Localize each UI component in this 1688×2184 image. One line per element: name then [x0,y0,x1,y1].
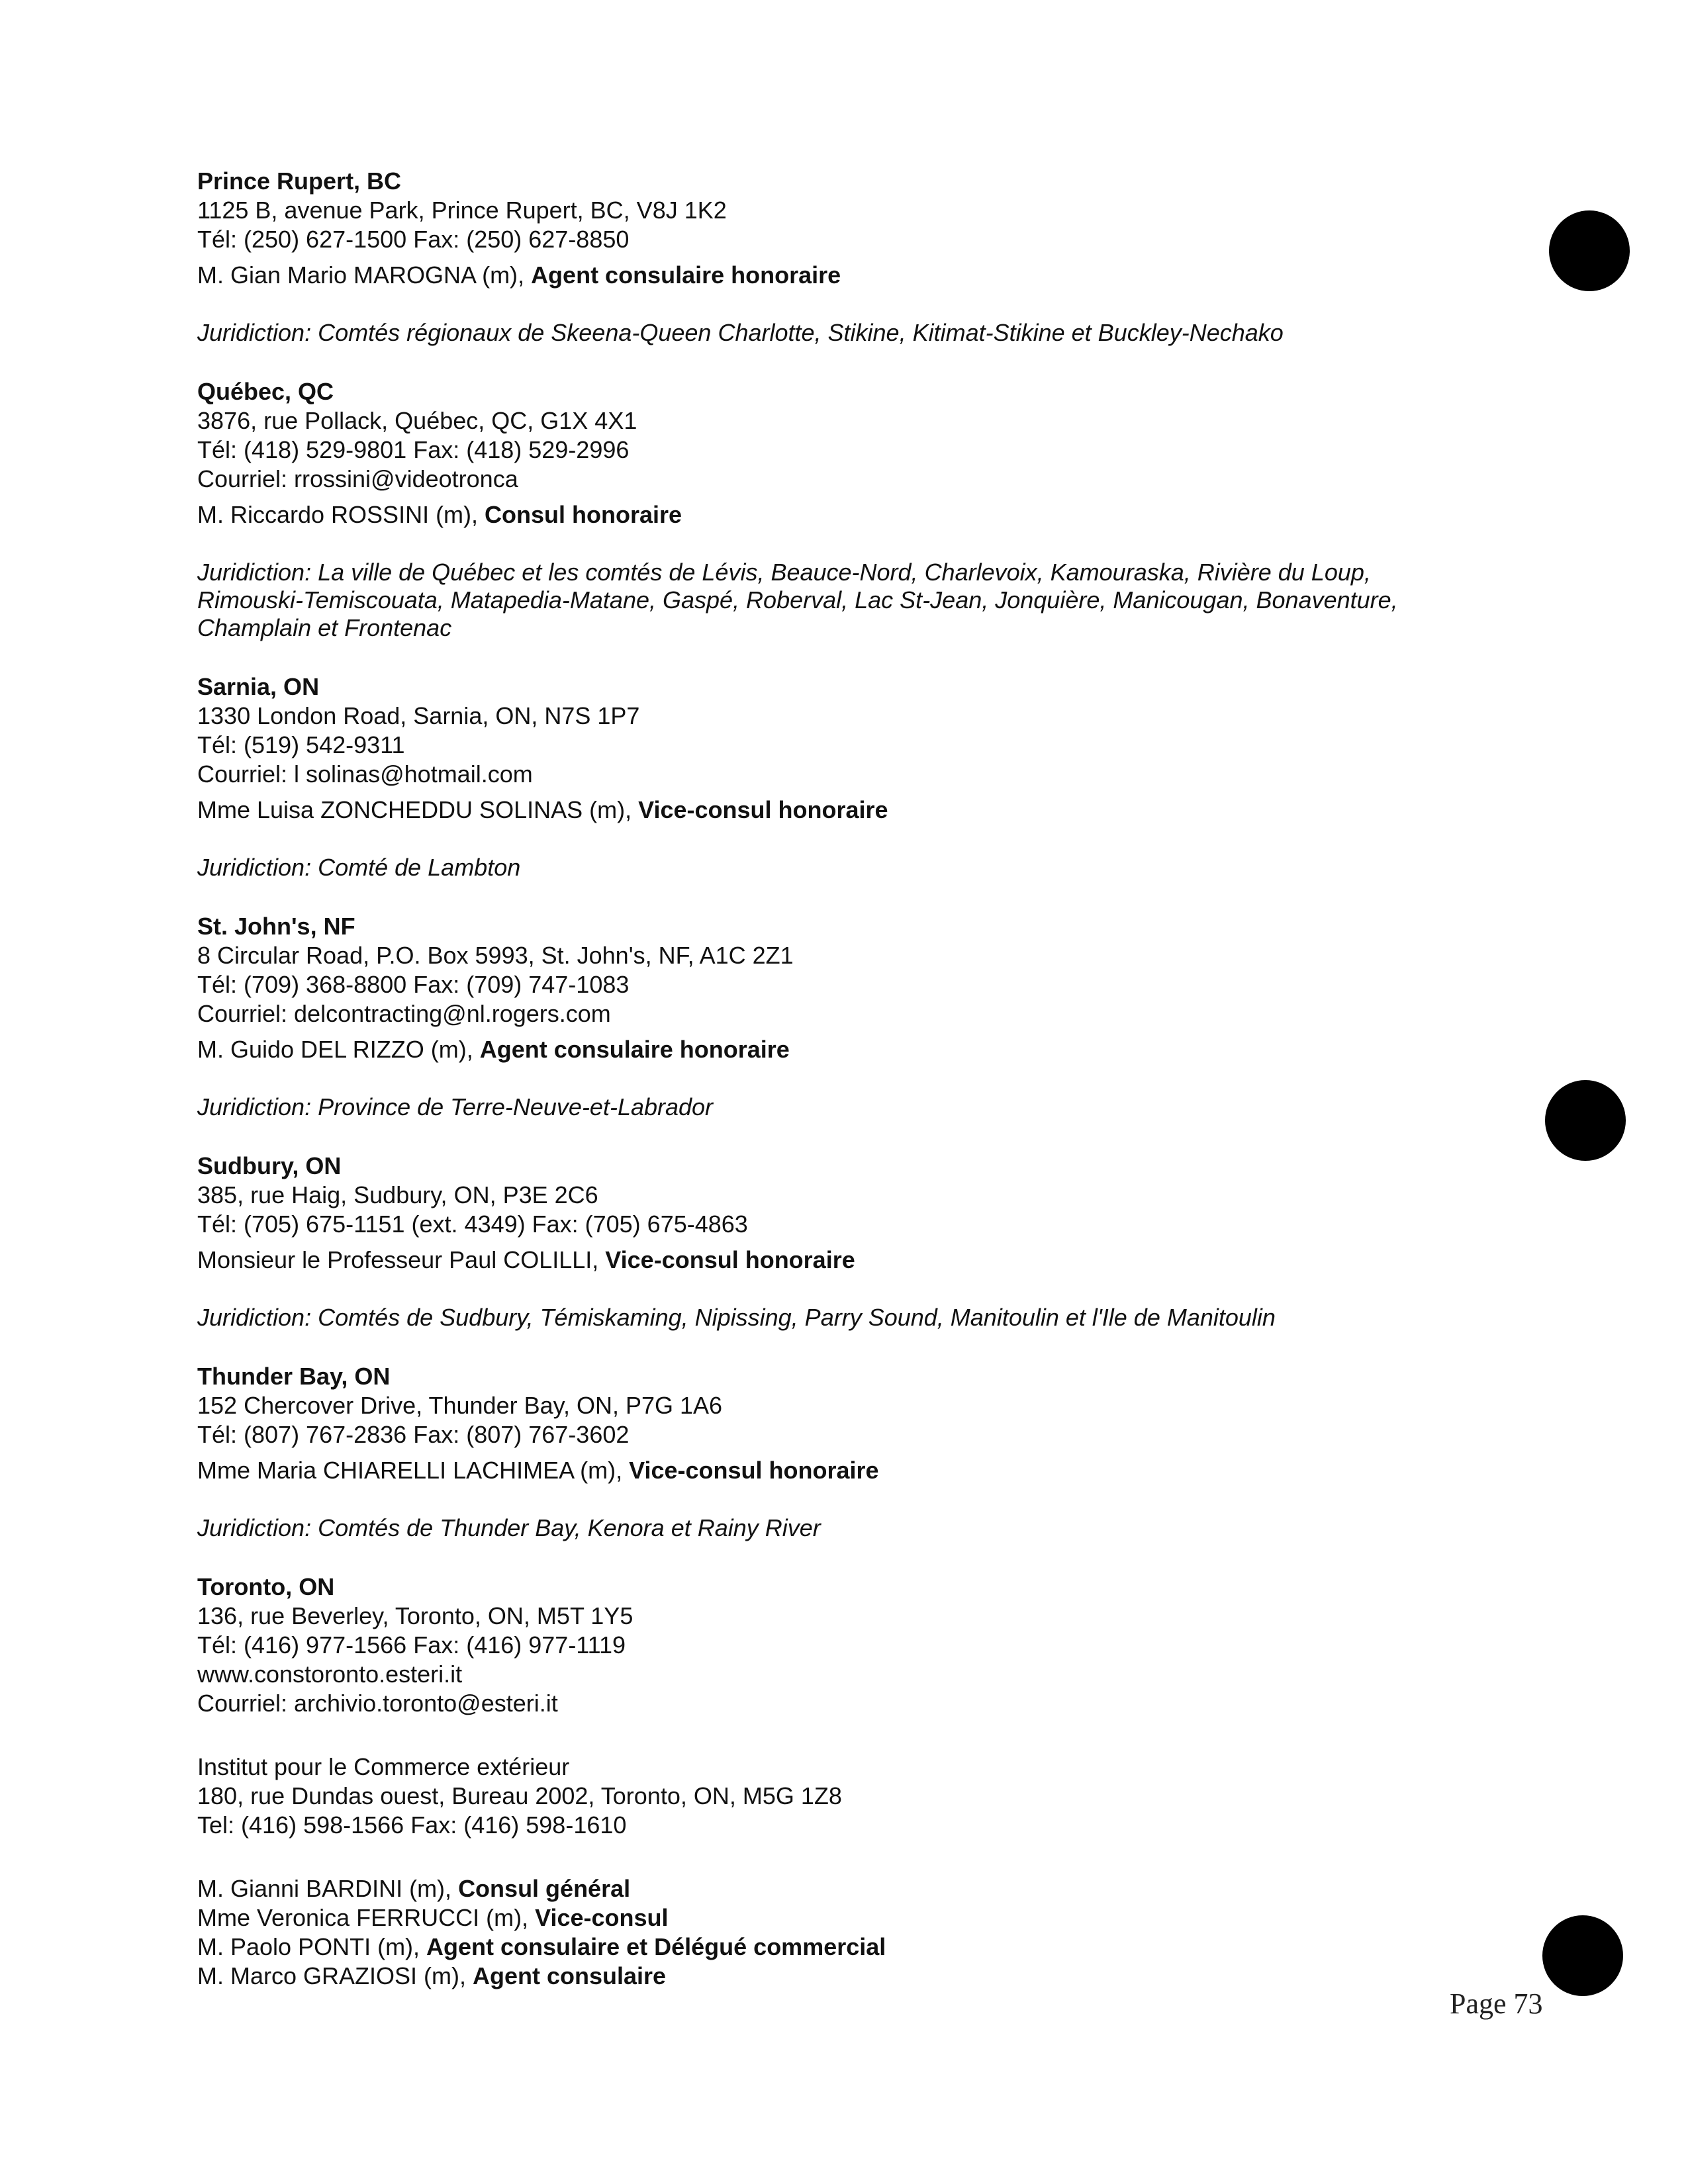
phone-line: Tél: (807) 767-2836 Fax: (807) 767-3602 [197,1421,630,1448]
phone-line: Tél: (418) 529-9801 Fax: (418) 529-2996 [197,436,630,463]
email-line: Courriel: rrossini@videotronca [197,465,518,492]
email-line: Courriel: delcontracting@nl.rogers.com [197,1000,611,1027]
person-name: M. Gianni BARDINI (m), [197,1875,459,1902]
punch-hole-top [1549,210,1630,291]
city-heading: Prince Rupert, BC [197,167,402,195]
jurisdiction-text: Juridiction: La ville de Québec et les comtés de Lévis, Beauce-Nord, Charlevoix, Kamouraska, Rivière du Loup, Rimouski-Temiscouata, Matapedia-Matane, Gaspé, Roberval, Lac St-Jean, Jonquière, Manicougan, Bonaventure, Champlain et Frontenac [197,559,1398,641]
address-line: 1330 London Road, Sarnia, ON, N7S 1P7 [197,702,640,729]
person-name: Mme Veronica FERRUCCI (m), [197,1904,536,1931]
city-heading: Sudbury, ON [197,1152,342,1179]
phone-line: Tél: (519) 542-9311 [197,731,405,758]
person-title: Agent consulaire [473,1962,667,1989]
institute-name: Institut pour le Commerce extérieur [197,1753,570,1780]
jurisdiction-text: Juridiction: Province de Terre-Neuve-et-Labrador [197,1093,714,1120]
city-heading: St. John's, NF [197,913,355,940]
address-line: 3876, rue Pollack, Québec, QC, G1X 4X1 [197,407,637,434]
address-line: 152 Chercover Drive, Thunder Bay, ON, P7G 1A6 [197,1392,723,1419]
email-line: Courriel: l solinas@hotmail.com [197,760,533,788]
phone-line: Tél: (416) 977-1566 Fax: (416) 977-1119 [197,1631,626,1659]
jurisdiction-text: Juridiction: Comtés de Sudbury, Témiskaming, Nipissing, Parry Sound, Manitoulin et l'Ile de Manitoulin [197,1304,1276,1331]
address-line: 8 Circular Road, P.O. Box 5993, St. John's, NF, A1C 2Z1 [197,942,794,969]
person-name: Mme Maria CHIARELLI LACHIMEA (m), [197,1457,630,1484]
person-title: Agent consulaire et Délégué commercial [426,1933,886,1960]
person-name: M. Riccardo ROSSINI (m), [197,501,485,528]
city-heading: Québec, QC [197,378,334,405]
phone-line: Tél: (705) 675-1151 (ext. 4349) Fax: (705) 675-4863 [197,1210,748,1238]
person-title: Agent consulaire honoraire [479,1036,790,1063]
city-heading: Sarnia, ON [197,673,320,700]
person-line [197,796,1508,825]
person-title: Consul général [458,1875,631,1902]
address-line: 136, rue Beverley, Toronto, ON, M5T 1Y5 [197,1602,633,1629]
page-number: Page 73 [1450,1987,1543,2020]
person-name: Monsieur le Professeur Paul COLILLI, [197,1246,606,1273]
city-heading: Thunder Bay, ON [197,1363,391,1390]
person-name: M. Guido DEL RIZZO (m), [197,1036,480,1063]
person-name: M. Marco GRAZIOSI (m), [197,1962,473,1989]
phone-line: Tél: (709) 368-8800 Fax: (709) 747-1083 [197,971,630,998]
spacer [197,1840,1508,1874]
city-heading: Toronto, ON [197,1573,335,1600]
directory-content [197,167,1508,1991]
person-title: Vice-consul honoraire [629,1457,879,1484]
person-line [197,261,1508,290]
person-title: Vice-consul [535,1904,669,1931]
person-title: Consul honoraire [485,501,682,528]
entry-prince-rupert [197,167,1508,347]
website-link[interactable]: www.constoronto.esteri.it [197,1661,463,1688]
punch-hole-bottom [1542,1915,1623,1996]
entry-toronto [197,1572,1508,1991]
entry-thunder-bay [197,1362,1508,1542]
institute-address: 180, rue Dundas ouest, Bureau 2002, Toronto, ON, M5G 1Z8 [197,1782,842,1809]
person-name: M. Paolo PONTI (m), [197,1933,427,1960]
person-title: Agent consulaire honoraire [531,261,841,289]
person-line [197,500,1508,529]
person-line [197,1962,1508,1991]
jurisdiction-text: Juridiction: Comtés régionaux de Skeena-Queen Charlotte, Stikine, Kitimat-Stikine et Buckley-Nechako [197,319,1284,346]
person-line [197,1456,1508,1485]
person-title: Vice-consul honoraire [605,1246,855,1273]
entry-sudbury [197,1152,1508,1332]
phone-line: Tél: (250) 627-1500 Fax: (250) 627-8850 [197,226,630,253]
institute-phone: Tel: (416) 598-1566 Fax: (416) 598-1610 [197,1811,627,1839]
punch-hole-middle [1545,1080,1626,1161]
jurisdiction-text: Juridiction: Comté de Lambton [197,854,521,881]
spacer [197,1718,1508,1752]
person-line [197,1874,1508,1903]
person-name: Mme Luisa ZONCHEDDU SOLINAS (m), [197,796,639,823]
person-line [197,1903,1508,1933]
person-line [197,1933,1508,1962]
jurisdiction-text: Juridiction: Comtés de Thunder Bay, Kenora et Rainy River [197,1514,821,1541]
person-title: Vice-consul honoraire [638,796,888,823]
entry-sarnia [197,672,1508,882]
entry-quebec [197,377,1508,642]
person-line [197,1246,1508,1275]
email-line: Courriel: archivio.toronto@esteri.it [197,1690,558,1717]
person-name: M. Gian Mario MAROGNA (m), [197,261,532,289]
address-line: 385, rue Haig, Sudbury, ON, P3E 2C6 [197,1181,598,1208]
person-line [197,1035,1508,1064]
entry-st-johns [197,912,1508,1121]
address-line: 1125 B, avenue Park, Prince Rupert, BC, V8J 1K2 [197,197,727,224]
